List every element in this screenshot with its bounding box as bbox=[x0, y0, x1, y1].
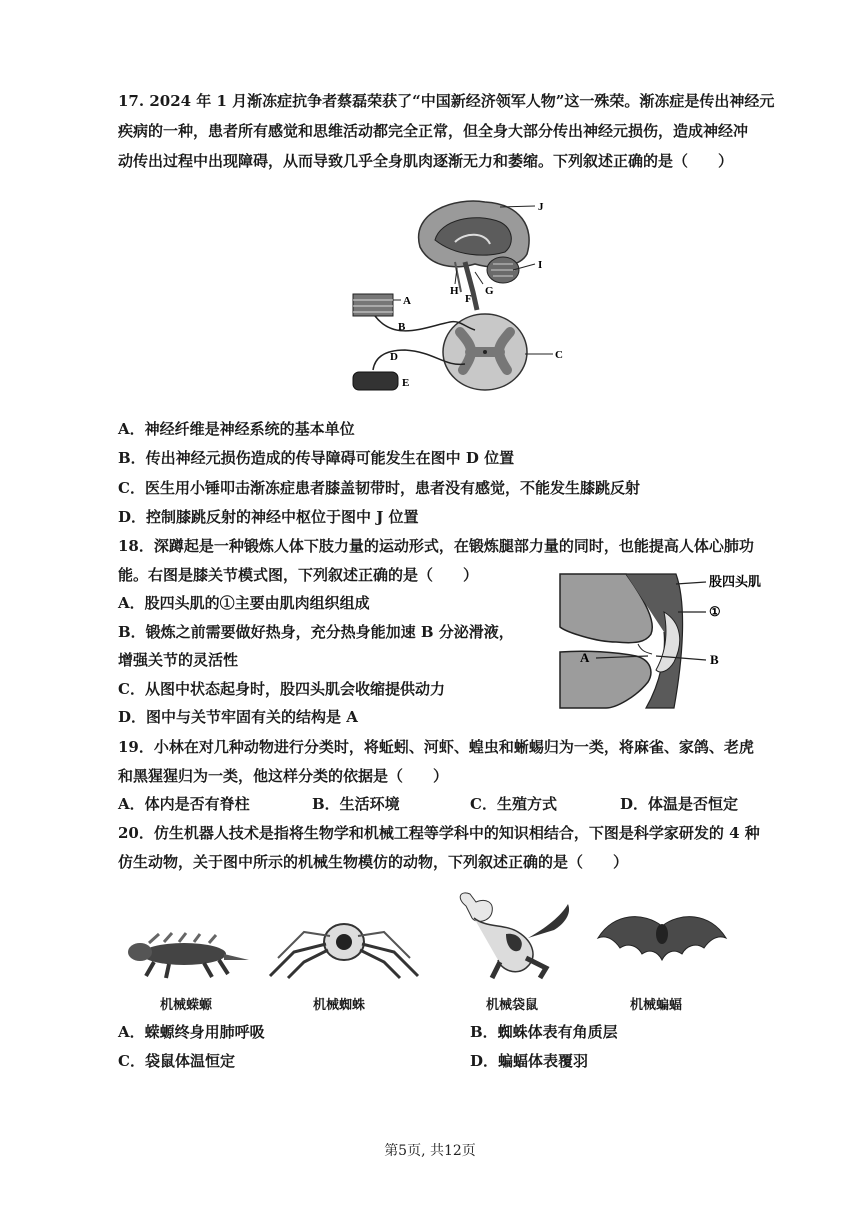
caption-robot-salamander: 机械蝾螈 bbox=[160, 998, 213, 1013]
q20-option-a[interactable]: A．蝾螈终身用肺呼吸 bbox=[118, 1023, 265, 1041]
q19-stem-line-2: 和黑猩猩归为一类，他这样分类的依据是（ ） bbox=[118, 767, 449, 785]
q19-option-d[interactable]: D．体温是否恒定 bbox=[620, 795, 739, 813]
caption-robot-bat: 机械蝙蝠 bbox=[630, 998, 683, 1013]
label-quadriceps: 股四头肌 bbox=[709, 574, 762, 589]
label-i: I bbox=[538, 259, 543, 271]
robot-bat-image bbox=[594, 908, 730, 980]
q18-stem-line-1: 18．深蹲起是一种锻炼人体下肢力量的运动形式，在锻炼腿部力量的同时，也能提高人体心肺功 bbox=[118, 537, 754, 555]
caption-robot-spider: 机械蜘蛛 bbox=[313, 998, 366, 1013]
q20-option-b[interactable]: B．蜘蛛体表有角质层 bbox=[470, 1023, 618, 1041]
q20-stem-line-2: 仿生动物，关于图中所示的机械生物模仿的动物，下列叙述正确的是（ ） bbox=[118, 853, 629, 871]
page-footer: 第5页, 共12页 bbox=[384, 1143, 476, 1159]
q18-option-b-cont: 增强关节的灵活性 bbox=[118, 651, 239, 669]
robot-spider-image bbox=[264, 918, 424, 980]
q17-stem-line-2: 疾病的一种，患者所有感觉和思维活动都完全正常，但全身大部分传出神经元损伤，造成神经冲 bbox=[118, 122, 749, 140]
q18-option-d[interactable]: D．图中与关节牢固有关的结构是 A bbox=[118, 708, 358, 726]
caption-robot-kangaroo: 机械袋鼠 bbox=[486, 998, 539, 1013]
label-c: C bbox=[555, 349, 563, 361]
q17-option-c[interactable]: C．医生用小锤叩击渐冻症患者膝盖韧带时，患者没有感觉，不能发生膝跳反射 bbox=[118, 479, 640, 497]
q19-option-c[interactable]: C．生殖方式 bbox=[470, 795, 557, 813]
knee-joint-diagram bbox=[556, 572, 784, 710]
label-b: B bbox=[398, 321, 406, 333]
label-j: J bbox=[538, 201, 544, 213]
q17-option-b[interactable]: B．传出神经元损伤造成的传导障碍可能发生在图中 D 位置 bbox=[118, 449, 515, 467]
q17-stem-line-3: 动传出过程中出现障碍，从而导致几乎全身肌肉逐渐无力和萎缩。下列叙述正确的是（ ） bbox=[118, 152, 734, 170]
q19-stem-line-1: 19．小林在对几种动物进行分类时，将蚯蚓、河虾、蝗虫和蜥蜴归为一类，将麻雀、家鸽、老虎 bbox=[118, 738, 754, 756]
q17-option-d[interactable]: D．控制膝跳反射的神经中枢位于图中 J 位置 bbox=[118, 508, 419, 526]
label-g: G bbox=[485, 285, 494, 297]
label-circle-1: ① bbox=[709, 604, 721, 619]
label-a: A bbox=[403, 295, 411, 307]
q17-option-a[interactable]: A．神经纤维是神经系统的基本单位 bbox=[118, 420, 355, 438]
label-a: A bbox=[580, 650, 590, 665]
label-e: E bbox=[402, 377, 410, 389]
nervous-system-diagram bbox=[335, 192, 585, 402]
robot-kangaroo-image bbox=[446, 888, 576, 980]
q18-stem-line-2: 能。右图是膝关节模式图，下列叙述正确的是（ ） bbox=[118, 566, 479, 584]
q20-option-c[interactable]: C．袋鼠体温恒定 bbox=[118, 1052, 235, 1070]
q17-stem-line-1: 17. 2024 年 1 月渐冻症抗争者蔡磊荣获了“中国新经济领军人物”这一殊荣。渐冻症是传出神经元 bbox=[118, 92, 775, 110]
q18-option-b[interactable]: B．锻炼之前需要做好热身，充分热身能加速 B 分泌滑液， bbox=[118, 623, 514, 641]
label-d: D bbox=[390, 351, 398, 363]
label-f: F bbox=[465, 293, 472, 305]
q20-stem-line-1: 20．仿生机器人技术是指将生物学和机械工程等学科中的知识相结合，下图是科学家研发的 4 种 bbox=[118, 824, 760, 842]
robot-salamander-image bbox=[124, 930, 254, 980]
label-b: B bbox=[710, 652, 719, 667]
label-h: H bbox=[450, 285, 459, 297]
q19-option-b[interactable]: B．生活环境 bbox=[312, 795, 400, 813]
q19-option-a[interactable]: A．体内是否有脊柱 bbox=[118, 795, 250, 813]
q18-option-a[interactable]: A．股四头肌的①主要由肌肉组织组成 bbox=[118, 594, 370, 612]
q20-option-d[interactable]: D．蝙蝠体表覆羽 bbox=[470, 1052, 589, 1070]
q18-option-c[interactable]: C．从图中状态起身时，股四头肌会收缩提供动力 bbox=[118, 680, 445, 698]
